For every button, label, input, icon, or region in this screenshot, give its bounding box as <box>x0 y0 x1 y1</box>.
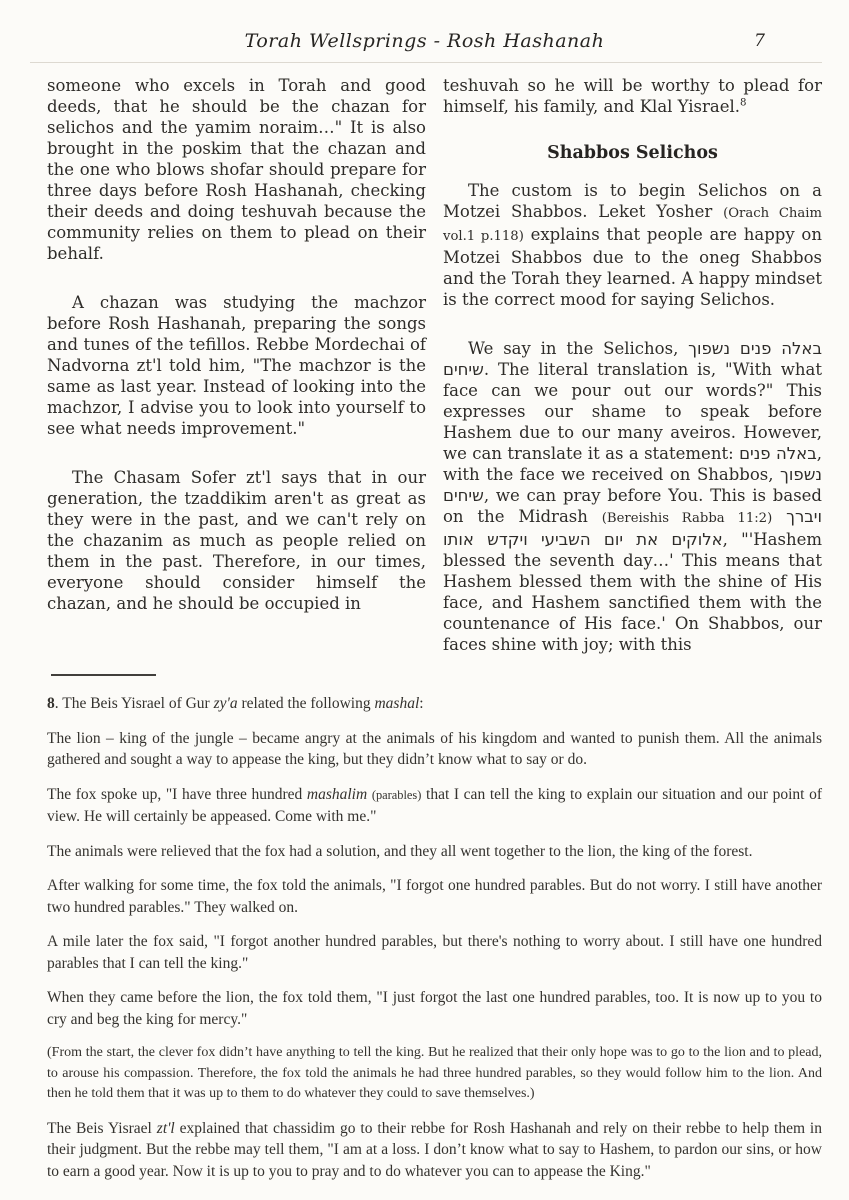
text-run: The custom is to begin Selichos on a Motzei Shabbos. Leket Yosher <box>443 181 822 221</box>
footnote-paragraph <box>47 987 822 1030</box>
hebrew-text: ויברך אלוקים את יום השביעי ויקדש אותו <box>443 507 822 549</box>
footnote-paragraph <box>47 728 822 771</box>
body-paragraph <box>443 180 822 310</box>
text-run: , with the face we received on Shabbos, <box>443 444 823 484</box>
footnote-divider <box>51 674 156 676</box>
page-number: 7 <box>754 31 765 51</box>
footnote-paragraph <box>47 784 822 828</box>
text-run <box>772 507 786 526</box>
header-rule <box>30 62 822 63</box>
body-paragraph <box>443 75 822 117</box>
text-run: related the following <box>237 695 375 712</box>
footnote-marker: 8 <box>740 97 747 109</box>
text-run: The fox spoke up, "I have three hundred <box>47 785 307 803</box>
main-text <box>47 75 822 655</box>
text-run: A chazan was studying the machzor before Rosh Hashanah, preparing the songs and tunes of the tefillos. Rebbe Mordechai of Nadvorna zt'l told him, "The machzor is the same as last year. Instead of looking into the machzor, I advise you to look into yourself to see what needs improvement." <box>47 293 426 438</box>
text-run: zy'a <box>213 695 238 712</box>
text-run: teshuvah so he will be worthy to plead for himself, his family, and Klal Yisrael. <box>443 76 822 116</box>
right-column <box>443 75 822 655</box>
footnote-paragraph <box>47 841 822 863</box>
body-paragraph <box>47 75 426 264</box>
left-column <box>47 75 426 655</box>
text-run: A mile later the fox said, "I forgot another hundred parables, but there's nothing to worry about. I still have one hundred parables that I can tell the king." <box>47 933 822 972</box>
source-citation: (parables) <box>371 787 422 802</box>
text-run: : <box>419 695 424 712</box>
text-run: mashal <box>374 695 420 712</box>
text-run: . The literal translation is, "With what face can we pour out our words?" This expresses our shame to speak before Hashem due to our many aveiros. However, we can translate it as a statement: <box>443 360 822 463</box>
text-run: someone who excels in Torah and good deeds, that he should be the chazan for selichos and the yamim noraim…" It is also brought in the poskim that the chazan and the one who blows shofar should prepare for three days before Rosh Hashanah, checking their deeds and doing teshuvah because the community relies on them to plead on their behalf. <box>47 76 426 263</box>
text-run: explained that chassidim go to their rebbe for Rosh Hashanah and rely on their rebbe to help them in their judgment. But the rebbe may tell them, "I am at a loss. I don’t know what to say to Hashem, to pardon our sins, or how to earn a good year. Now it is up to you to pray and to do whatever you can to appease the King." <box>47 1119 822 1180</box>
text-run: The animals were relieved that the fox had a solution, and they all went together to the lion, the king of the forest. <box>47 842 753 860</box>
text-run: explains that people are happy on Motzei Shabbos due to the oneg Shabbos and the Torah they learned. A happy mindset is the correct mood for saying Selichos. <box>443 225 822 309</box>
hebrew-text: באלה פנים נשפוך שיחים <box>443 339 822 379</box>
text-run: The Chasam Sofer zt'l says that in our generation, the tzaddikim aren't as great as they were in the past, and we can't rely on the chazanim as much as people relied on them in the past. Therefore, in our times, everyone should consider himself the chazan, and he should be occupied in <box>47 468 426 613</box>
section-heading: Shabbos Selichos <box>547 143 718 163</box>
source-citation: (Orach Chaim vol.1 p.118) <box>443 206 822 244</box>
footnote-paragraph <box>47 693 822 715</box>
footnote-paragraph <box>47 1118 822 1183</box>
text-run: The lion – king of the jungle – became angry at the animals of his kingdom and wanted to punish them. All the animals gathered and sought a way to appease the king, but they didn’t know what to say or do. <box>47 729 822 768</box>
footnote-paragraph <box>47 875 822 918</box>
body-paragraph <box>443 338 822 655</box>
text-run: . The Beis Yisrael of Gur <box>54 695 214 712</box>
text-run: that I can tell the king to explain our situation and our point of view. He will certainly be appeased. Come with me." <box>47 785 823 825</box>
footnote-paragraph <box>47 1043 822 1105</box>
text-run: When they came before the lion, the fox told them, "I just forgot the last one hundred parables, too. It is now up to you to cry and beg the king for mercy." <box>47 989 822 1028</box>
footnote-blocks <box>47 693 822 1182</box>
footnote-section <box>47 674 822 1182</box>
text-run: zt'l <box>156 1119 175 1137</box>
text-run: mashalim <box>306 785 368 803</box>
text-run: After walking for some time, the fox told the animals, "I forgot one hundred parables. But do not worry. I still have another two hundred parables." They walked on. <box>47 877 822 916</box>
body-paragraph <box>47 467 426 614</box>
running-head-title: Torah Wellsprings - Rosh Hashanah <box>244 30 605 52</box>
hebrew-text: באלה פנים <box>739 444 817 463</box>
hebrew-text: נשפוך שיחים <box>443 465 822 505</box>
text-run: , "'Hashem blessed the seventh day…' This means that Hashem blessed them with the shine of His face, and Hashem sanctified them with the countenance of His face.' On Shabbos, our faces shine with joy; with this <box>443 530 822 654</box>
text-run: , we can pray before You. This is based on the Midrash <box>443 486 822 526</box>
source-citation: (Bereishis Rabba 11:2) <box>601 511 773 526</box>
text-run: 8 <box>47 695 55 712</box>
text-run: (From the start, the clever fox didn’t have anything to tell the king. But he realized that their only hope was to go to the lion and to plead, to arouse his compassion. Therefore, the fox told the animals he had three hundred parables, so they would follow him to the lion. And then he told them that it was up to them to do whatever they could to save themselves.) <box>47 1045 822 1101</box>
text-run: The Beis Yisrael <box>47 1119 157 1137</box>
text-run: We say in the Selichos, <box>468 339 689 358</box>
body-paragraph <box>47 292 426 439</box>
footnote-paragraph <box>47 931 822 974</box>
